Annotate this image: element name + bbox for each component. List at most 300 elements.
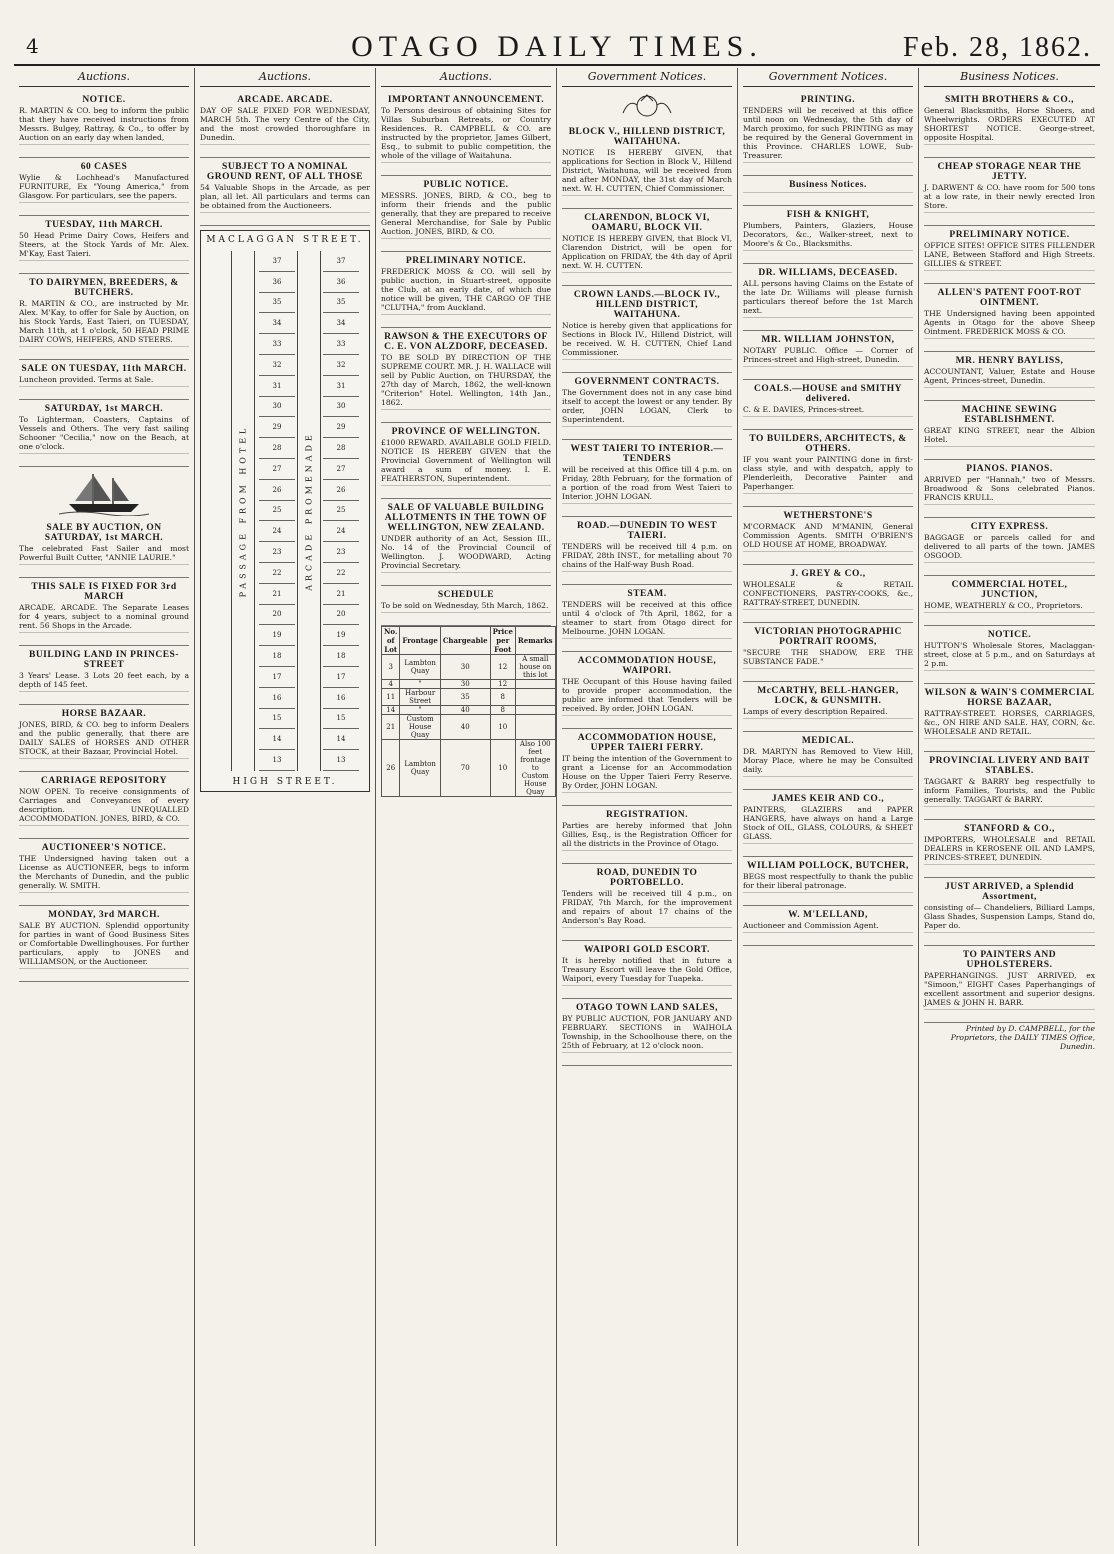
text-lines [562,195,732,202]
ad-title: CLARENDON, BLOCK VI, OAMARU, BLOCK VII. [584,213,710,233]
text-lines [562,359,732,366]
ad-title: CITY EXPRESS. [970,522,1049,532]
ad-title: WETHERSTONE'S [783,511,873,521]
advertisement [562,652,732,729]
ad-body: MESSRS. JONES, BIRD, & CO., beg to inform their friends and the public generally, that they are prepared to receive General Merchandise, for Sale by Public Auction. JONES, BIRD, & CO. [381,191,551,236]
plan-promenade-label: ARCADE PROMENADE [304,431,314,591]
text-lines [19,453,189,460]
text-lines [924,806,1095,813]
plan-lots [259,251,295,771]
ad-body: BEGS most respectfully to thank the public for their liberal patronage. [743,872,913,890]
ad-title: NOTICE. [987,630,1032,640]
ad-title: SUBJECT TO A NOMINAL GROUND RENT, OF ALL THOSE [206,162,364,182]
plan-lot: 32 [323,355,359,376]
advertisement [19,772,189,839]
ad-title: SMITH BROTHERS & CO., [944,95,1074,105]
advertisement [743,331,913,380]
ad-title: TO BUILDERS, ARCHITECTS, & OTHERS. [749,434,907,454]
plan-lot: 26 [259,480,295,501]
text-lines [743,718,913,725]
plan-lot: 24 [259,521,295,542]
ad-body: WHOLESALE & RETAIL CONFECTIONERS, PASTRY-COOKS, &c., RATTRAY-STREET, DUNEDIN. [743,580,913,607]
schedule-header-cell: Chargeable [440,627,490,655]
text-lines [562,985,732,992]
advertisement [924,946,1095,1023]
text-lines [19,691,189,698]
ad-title: PIANOS. PIANOS. [966,464,1053,474]
ad-title: MACHINE SEWING ESTABLISHMENT. [961,405,1058,425]
text-lines [19,564,189,571]
schedule-cell [515,689,555,706]
schedule-cell [515,680,555,689]
text-lines [381,612,551,619]
ad-body: Luncheon provided. Terms at Sale. [19,375,154,384]
ad-body: TAGGART & BARRY beg respectfully to inform Families, Tourists, and the Public generally. TAGGART & BARRY. [924,777,1095,804]
schedule-cell: 11 [382,689,400,706]
ad-title: PUBLIC NOTICE. [423,180,509,190]
ad-title: McCARTHY, BELL-HANGER, LOCK, & GUNSMITH. [757,686,899,706]
section-heading: Auctions. [200,68,370,87]
ad-title: ROAD, DUNEDIN TO PORTOBELLO. [596,868,698,888]
ad-body: Lamps of every description Repaired. [743,707,888,716]
advertisement [743,380,913,430]
royal-crest-icon [562,91,732,121]
plan-lot: 34 [259,313,295,334]
ad-title: MEDICAL. [801,736,855,746]
ad-title: SALE BY AUCTION, ON SATURDAY, 1st MARCH. [44,523,164,543]
ad-title: BLOCK V., HILLEND DISTRICT, WAITAHUNA. [568,127,726,147]
ad-title: IMPORTANT ANNOUNCEMENT. [387,95,545,105]
plan-lot: 27 [259,459,295,480]
text-lines [562,792,732,799]
plan-lot: 17 [323,667,359,688]
ad-title: HORSE BAZAAR. [61,709,147,719]
ad-body: THE Undersigned having taken out a License as AUCTIONEER, begs to inform the Merchants of Dunedin, and the public generally. W. SMITH. [19,854,189,890]
schedule-cell: 70 [440,740,490,797]
ad-body: DAY OF SALE FIXED FOR WEDNESDAY, MARCH 5th. The very Centre of the City, and the most crowded thoroughfare in Dunedin. [200,106,370,142]
text-lines [924,738,1095,745]
text-lines [562,426,732,433]
advertisement [743,565,913,623]
ad-title: STANFORD & CO., [964,824,1055,834]
ad-title: ARCADE. ARCADE. [237,95,333,105]
plan-lot: 33 [323,334,359,355]
schedule-cell: Also 100 feet frontage to Custom House Quay [515,740,555,797]
text-lines [924,670,1095,677]
schedule-row [382,706,556,715]
schooner-illustration [19,470,189,516]
ad-title: PRELIMINARY NOTICE. [949,230,1070,240]
text-lines [924,338,1095,345]
advertisement [19,519,189,578]
text-lines [381,409,551,416]
ad-title: JAMES KEIR AND CO., [771,794,885,804]
advertisement [381,586,551,626]
column-2 [195,68,376,1546]
advertisement [743,857,913,906]
plan-lot: 17 [259,667,295,688]
advertisement [19,705,189,772]
advertisement [743,906,913,946]
advertisement [19,91,189,158]
advertisement [19,360,189,400]
ad-body: General Blacksmiths, Horse Shoers, and Wheelwrights. ORDERS EXECUTED AT SHORTEST NOTICE. George-street, opposite Hospital. [924,106,1095,142]
schedule-cell: 26 [382,740,400,797]
section-heading: Government Notices. [743,68,913,87]
schedule-header-cell: No. of Lot [382,627,400,655]
text-lines [924,932,1095,939]
schedule-cell: " [400,706,440,715]
text-lines [19,968,189,975]
text-lines [743,416,913,423]
ad-title: GOVERNMENT CONTRACTS. [574,377,720,387]
text-lines [743,609,913,616]
text-lines [743,843,913,850]
advertisement [924,284,1095,352]
advertisement [562,517,732,585]
ad-title: MR. WILLIAM JOHNSTON, [761,335,895,345]
advertisement [381,252,551,328]
advertisement [743,430,913,507]
ad-body: NOTICE IS HEREBY GIVEN, that applications for Section in Block V., Hillend District, Waitahuna, will be received from and after MONDAY, the 31st day of March next. W. H. CUTTEN, Chief Commissioner. [562,148,732,193]
advertisement [562,373,732,440]
text-lines [200,144,370,151]
plan-lot: 29 [323,417,359,438]
advertisement [924,158,1095,226]
plan-lot: 25 [323,501,359,522]
ad-body: IT being the intention of the Government to grant a License for an Accommodation House on the Upper Taieri Ferry Reserve. By Order, JOHN LOGAN. [562,754,732,790]
schedule-cell: 40 [440,706,490,715]
plan-lot: 37 [259,251,295,272]
text-lines [19,892,189,899]
ad-title: TO PAINTERS AND UPHOLSTERERS. [962,950,1057,970]
ad-body: C. & E. DAVIES, Princes-street. [743,405,865,414]
text-lines [743,551,913,558]
plan-lot: 14 [259,729,295,750]
ad-body: M'CORMACK AND M'MANIN, General Commission Agents. SMITH O'BRIEN'S OLD HOUSE AT HOME, BROADWAY. [743,522,913,549]
ad-body: NOW OPEN. To receive consignments of Carriages and Conveyances of every description. UNEQUALLED ACCOMMODATION. JONES, BIRD, & CO. [19,787,189,823]
schedule-header-cell: Price per Foot [490,627,515,655]
plan-lot: 18 [323,646,359,667]
ad-body: 3 Years' Lease. 3 Lots 20 feet each, by a depth of 145 feet. [19,671,189,689]
ad-title: WAIPORI GOLD ESCORT. [584,945,710,955]
text-lines [381,162,551,169]
advertisement [743,790,913,857]
column-4 [557,68,738,1546]
ad-title: WILSON & WAIN'S COMMERCIAL HORSE BAZAAR, [924,688,1095,708]
text-lines [743,932,913,939]
advertisement [562,286,732,373]
ad-body: will be received at this Office till 4 p.m. on Friday, 28th February, for the formation of a portion of the road from West Taieri to Interior. JOHN LOGAN. [562,465,732,501]
schedule-cell: 12 [490,655,515,680]
plan-lot: 36 [323,272,359,293]
advertisement [743,623,913,682]
advertisement [743,732,913,790]
schedule-cell: 30 [440,655,490,680]
plan-lot: 13 [323,750,359,771]
ad-body: IMPORTERS, WHOLESALE and RETAIL DEALERS in KEROSENE OIL AND LAMPS, PRINCES-STREET, DUNEDIN. [924,835,1095,862]
text-lines [562,503,732,510]
advertisement [200,91,370,158]
schedule-cell: 8 [490,689,515,706]
ad-body: SALE BY AUCTION. Splendid opportunity for parties in want of Good Business Sites or Comfortable Dwellinghouses. For further particulars, apply to JONES and WILLIAMSON, or the Auctioneer. [19,921,189,966]
ad-body: consisting of— Chandeliers, Billiard Lamps, Glass Shades, Suspension Lamps, Stand do, Paper do. [924,903,1095,930]
column-5 [738,68,919,1546]
text-lines [562,715,732,722]
plan-lot: 13 [259,750,295,771]
plan-lot: 24 [323,521,359,542]
text-lines [743,668,913,675]
text-lines [19,758,189,765]
text-lines [743,776,913,783]
ad-body: PAINTERS, GLAZIERS and PAPER HANGERS, have always on hand a Large Stock of OIL, GLASS, COLOURS, & SHEET GLASS. [743,805,913,841]
ad-body: To Lighterman, Coasters, Captains of Vessels and Others. The very fast sailing Schooner "Cecilia," now on the Beach, at one o'clock. [19,415,189,451]
ad-title: FISH & KNIGHT, [786,210,870,220]
section-heading: Government Notices. [562,68,732,87]
ad-title: MR. HENRY BAYLISS, [955,356,1064,366]
plan-lot: 26 [323,480,359,501]
advertisement [924,352,1095,401]
plan-lot: 22 [259,563,295,584]
schedule-row [382,680,556,689]
plan-lot: 15 [323,709,359,730]
ad-title: SALE ON TUESDAY, 11th MARCH. [21,364,187,374]
ad-title: W. M'LELLAND, [788,910,868,920]
advertisement [743,91,913,176]
ad-title: ACCOMMODATION HOUSE, UPPER TAIERI FERRY. [577,733,717,753]
text-lines [743,493,913,500]
schedule-row [382,655,556,680]
plan-lot: 16 [323,688,359,709]
schedule-cell: 8 [490,706,515,715]
plan-lot: 23 [323,542,359,563]
plan-lot: 36 [259,272,295,293]
ad-body: ALL persons having Claims on the Estate of the late Dr. Williams will please furnish particulars thereof before the 1st March next. [743,279,913,315]
plan-lot: 19 [323,625,359,646]
ad-title: DR. WILLIAMS, DECEASED. [758,268,898,278]
plan-lot: 20 [259,605,295,626]
text-lines [743,162,913,169]
advertisement [924,460,1095,518]
ad-body: 50 Head Prime Dairy Cows, Heifers and Steers, at the Stock Yards of Mr. Alex. M'Kay, East Taieri. [19,231,189,258]
ad-body: RATTRAY-STREET. HORSES, CARRIAGES, &c., ON HIRE AND SALE. HAY, CORN, &c. WHOLESALE AND RETAIL. [924,709,1095,736]
schedule-cell: 35 [440,689,490,706]
schedule-table [381,626,556,797]
ad-title: ROAD.—DUNEDIN TO WEST TAIERI. [576,521,718,541]
plan-lot: 28 [323,438,359,459]
ad-body: Wylie & Lochhead's Manufactured FURNITURE, Ex "Young America," from Glasgow. For particulars, see the papers. [19,173,189,200]
schedule-header-cell: Frontage [400,627,440,655]
ad-body: Notice is hereby given that applications for Sections in Block IV., Hillend District, will be received. W. H. CUTTEN, Chief Land Commissioner. [562,321,732,357]
ad-body: ARCADE. ARCADE. The Separate Leases for 4 years, subject to a nominal ground rent. 56 Shops in the Arcade. [19,603,189,630]
ad-title: WILLIAM POLLOCK, BUTCHER, [747,861,909,871]
text-lines [562,850,732,857]
advertisement [200,158,370,226]
plan-lot: 33 [259,334,295,355]
ad-title: SATURDAY, 1st MARCH. [44,404,164,414]
text-lines [743,366,913,373]
printer-imprint: Printed by D. CAMPBELL, for the Proprietors, the DAILY TIMES Office, Dunedin. [950,1024,1095,1051]
ad-title: CROWN LANDS.—BLOCK IV., HILLEND DISTRICT, WAITAHUNA. [573,290,721,320]
ad-body: JONES, BIRD, & CO. beg to inform Dealers and the public generally, that there are DAILY SALES of HORSES AND OTHER STOCK, at their Bazaar, Provincial Hotel. [19,720,189,756]
text-lines [562,927,732,934]
plan-lot: 34 [323,313,359,334]
text-lines [924,446,1095,453]
ad-title: CARRIAGE REPOSITORY [41,776,167,786]
ad-body: £1000 REWARD. AVAILABLE GOLD FIELD. NOTICE IS HEREBY GIVEN that the Provincial Government of Wellington will award a sum of money. I. E. FEATHERSTON, Superintendent. [381,438,551,483]
schedule-cell [515,715,555,740]
ad-body: IF you want your PAINTING done in first-class style, and with despatch, apply to Plenderleith, Decorative Painter and Paperhanger. [743,455,913,491]
text-lines [562,1052,732,1059]
text-lines [19,825,189,832]
advertisement [924,576,1095,626]
schedule-cell: Lambton Quay [400,655,440,680]
schedule-cell: 14 [382,706,400,715]
ad-title: PROVINCIAL LIVERY AND BAIT STABLES. [929,756,1090,776]
text-lines [562,571,732,578]
ad-body: THE Undersigned having been appointed Agents in Otago for the above Sheep Ointment. FREDERICK MOSS & CO. [924,309,1095,336]
ad-title: RAWSON & THE EXECUTORS OF C. E. VON ALZDORF, DECEASED. [384,332,548,352]
masthead [14,30,1100,66]
text-lines [19,144,189,151]
plan-lots-right [323,251,359,771]
plan-lot: 21 [323,584,359,605]
text-lines [743,892,913,899]
advertisement [743,176,913,206]
advertisement [924,684,1095,752]
ad-title: PRELIMINARY NOTICE. [405,256,527,266]
advertisement [381,499,551,586]
text-lines [381,572,551,579]
plan-promenade [297,251,321,771]
plan-lot: 14 [323,729,359,750]
advertisement [924,820,1095,878]
plan-lot: 22 [323,563,359,584]
plan-lot: 21 [259,584,295,605]
ad-title: TO DAIRYMEN, BREEDERS, & BUTCHERS. [29,278,179,298]
ad-title: TUESDAY, 11th MARCH. [45,220,163,230]
text-lines [19,202,189,209]
ad-body: OFFICE SITES! OFFICE SITES FILLENDER LANE, Between Stafford and High Streets. GILLIES & STREET. [924,241,1095,268]
plan-lot: 28 [259,438,295,459]
advertisement [743,507,913,565]
schedule-row [382,715,556,740]
ad-title: MONDAY, 3rd MARCH. [48,910,160,920]
column-6 [919,68,1100,1546]
ad-body: 54 Valuable Shops in the Arcade, as per plan, all let. All particulars and terms can be obtained from the Auctioneers. [200,183,370,210]
plan-lot: 19 [259,625,295,646]
ad-body: FREDERICK MOSS & CO. will sell by public auction, in Stuart-street, opposite the Club, at an early date, of which due notice will be given, THE CARGO OF THE "CLUTHA," from Auckland. [381,267,551,312]
schedule-cell: Custom House Quay [400,715,440,740]
advertisement [562,999,732,1066]
text-lines [743,192,913,199]
plan-lot: 15 [259,709,295,730]
section-heading: Business Notices. [924,68,1095,87]
ad-body: "SECURE THE SHADOW, ERE THE SUBSTANCE FADE." [743,648,913,666]
plan-lot: 35 [259,293,295,314]
advertisement [562,806,732,864]
schedule-cell: 4 [382,680,400,689]
text-lines [19,260,189,267]
text-lines [381,314,551,321]
ad-body: Auctioneer and Commission Agent. [743,921,879,930]
plan-street-top: MACLAGGAN STREET. [206,235,364,245]
ad-body: J. DARWENT & CO. have room for 500 tons at a low rate, in their newly erected Iron Store. [924,183,1095,210]
ad-body: The Government does not in any case bind itself to accept the lowest or any tender. By order, JOHN LOGAN, Clerk to Superintendent. [562,388,732,424]
schedule-cell: 40 [440,715,490,740]
ad-title: ACCOMMODATION HOUSE, WAIPORI. [577,656,717,676]
plan-lot: 23 [259,542,295,563]
advertisement [924,752,1095,820]
advertisement [562,729,732,806]
text-lines [924,864,1095,871]
ad-title: JUST ARRIVED, a Splendid Assortment, [944,882,1075,902]
issue-date: Feb. 28, 1862. [903,32,1092,63]
text-lines [924,387,1095,394]
advertisement [743,264,913,331]
schedule-header-row [382,627,556,655]
text-lines [200,212,370,219]
ad-title: ALLEN'S PATENT FOOT-ROT OINTMENT. [937,288,1082,308]
plan-lot: 30 [259,397,295,418]
plan-lot: 31 [323,376,359,397]
schedule-cell: 3 [382,655,400,680]
plan-lot: 20 [323,605,359,626]
ad-title: 60 CASES [80,162,128,172]
ad-body: NOTARY PUBLIC. Office — Corner of Princes-street and High-street, Dunedin. [743,346,913,364]
text-lines [381,238,551,245]
plan-passage [231,251,255,771]
ad-title: THIS SALE IS FIXED FOR 3rd MARCH [31,582,177,602]
ad-title: SCHEDULE [437,590,495,600]
advertisement [562,440,732,517]
advertisement [924,626,1095,684]
text-lines [19,632,189,639]
advertisement [562,585,732,652]
ad-title: COALS.—HOUSE and SMITHY delivered. [754,384,902,404]
ad-title: SALE OF VALUABLE BUILDING ALLOTMENTS IN THE TOWN OF WELLINGTON, NEW ZEALAND. [384,503,548,533]
advertisement [19,646,189,705]
advertisement [19,216,189,274]
ad-body: The celebrated Fast Sailer and most Powerful Built Cutter, "ANNIE LAURIE." [19,544,189,562]
plan-lot: 32 [259,355,295,376]
ad-title: OTAGO TOWN LAND SALES, [576,1003,718,1013]
ad-body: ARRIVED per "Hannah," two of Messrs. Broadwood & Sons celebrated Pianos. FRANCIS KRULL. [924,475,1095,502]
schedule-row [382,740,556,797]
schedule-header-cell: Remarks [515,627,555,655]
ad-title: PROVINCE OF WELLINGTON. [391,427,541,437]
ad-body: TENDERS will be received at this office until noon on Wednesday, the 5th day of March proximo, for such PRINTING as may be required by the General Government in this Province. CHARLES LOWE, Sub-Treasurer. [743,106,913,160]
ad-title: AUCTIONEER'S NOTICE. [41,843,167,853]
schedule-cell: Lambton Quay [400,740,440,797]
ad-title: BUILDING LAND IN PRINCES-STREET [28,650,179,670]
ad-body: It is hereby notified that in future a Treasury Escort will leave the Gold Office, Waipori, every Tuesday for Tuapeka. [562,956,732,983]
arcade-site-plan [200,230,370,792]
text-lines [924,562,1095,569]
ad-body: TENDERS will be received till 4 p.m. on FRIDAY, 28th INST., for metalling about 70 chains of the Half-way Bush Road. [562,542,732,569]
column-3 [376,68,557,1546]
plan-lot: 30 [323,397,359,418]
advertisement [562,941,732,999]
plan-lot: 35 [323,293,359,314]
text-lines [743,317,913,324]
schedule-cell: 12 [490,680,515,689]
advertisement [924,226,1095,284]
plan-street-bottom: HIGH STREET. [232,777,338,787]
schedule-cell: 30 [440,680,490,689]
ad-body: UNDER authority of an Act, Session III., No. 14 of the Provincial Council of Wellington. J. WOODWARD, Acting Provincial Secretary. [381,534,551,570]
advertisement [562,864,732,941]
